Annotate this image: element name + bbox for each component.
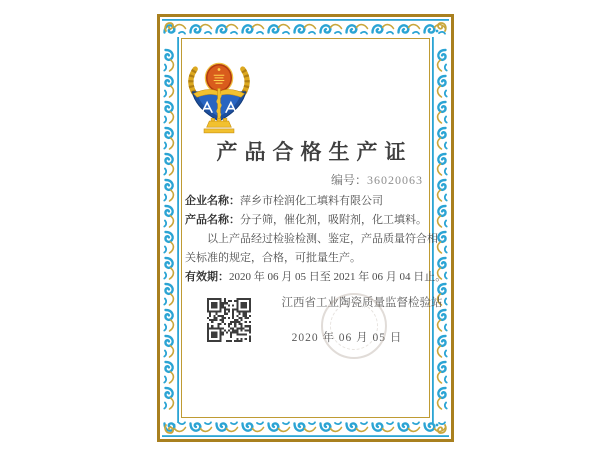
quality-supervision-emblem-icon: [175, 62, 263, 136]
field-row-products: [185, 211, 437, 230]
border-ornament-top: [162, 19, 449, 36]
statement-line: 关标准的规定，合格，可批量生产。: [185, 252, 361, 264]
page-title: 产品合格生产证: [216, 140, 413, 164]
certificate-number-value: 36020063: [367, 173, 423, 187]
certificate-content: [185, 40, 447, 416]
certificate-number-row: [185, 171, 437, 188]
border-corner-icon: [434, 20, 448, 34]
validity-value: 2020 年 06 月 05 日至 2021 年 06 月 04 日止。: [229, 271, 447, 283]
border-corner-icon: [434, 422, 448, 436]
field-label: 企业名称：: [185, 195, 240, 207]
field-label: 产品名称：: [185, 214, 240, 226]
border-corner-icon: [163, 422, 177, 436]
validity-row: [185, 268, 447, 287]
border-ornament-bottom: [162, 420, 449, 437]
issue-date: 2020 年 06 月 05 日: [291, 332, 403, 344]
border-corner-icon: [163, 20, 177, 34]
field-value: 分子筛，催化剂，吸附剂，化工填料。: [240, 214, 427, 226]
certificate-footer: [185, 295, 443, 395]
field-value: 萍乡市栓润化工填料有限公司: [240, 195, 383, 207]
certificate-body: [185, 192, 447, 287]
statement-line: 以上产品经过检验检测、鉴定，产品质量符合相: [207, 233, 438, 245]
qr-code: [207, 297, 251, 343]
issuer-name: 江西省工业陶瓷质量监督检验站: [281, 297, 443, 309]
certificate-number-label: 编号：: [330, 173, 367, 187]
field-row-company: [185, 192, 437, 211]
certificate-frame: [157, 14, 454, 442]
validity-label: 有效期：: [185, 271, 229, 283]
